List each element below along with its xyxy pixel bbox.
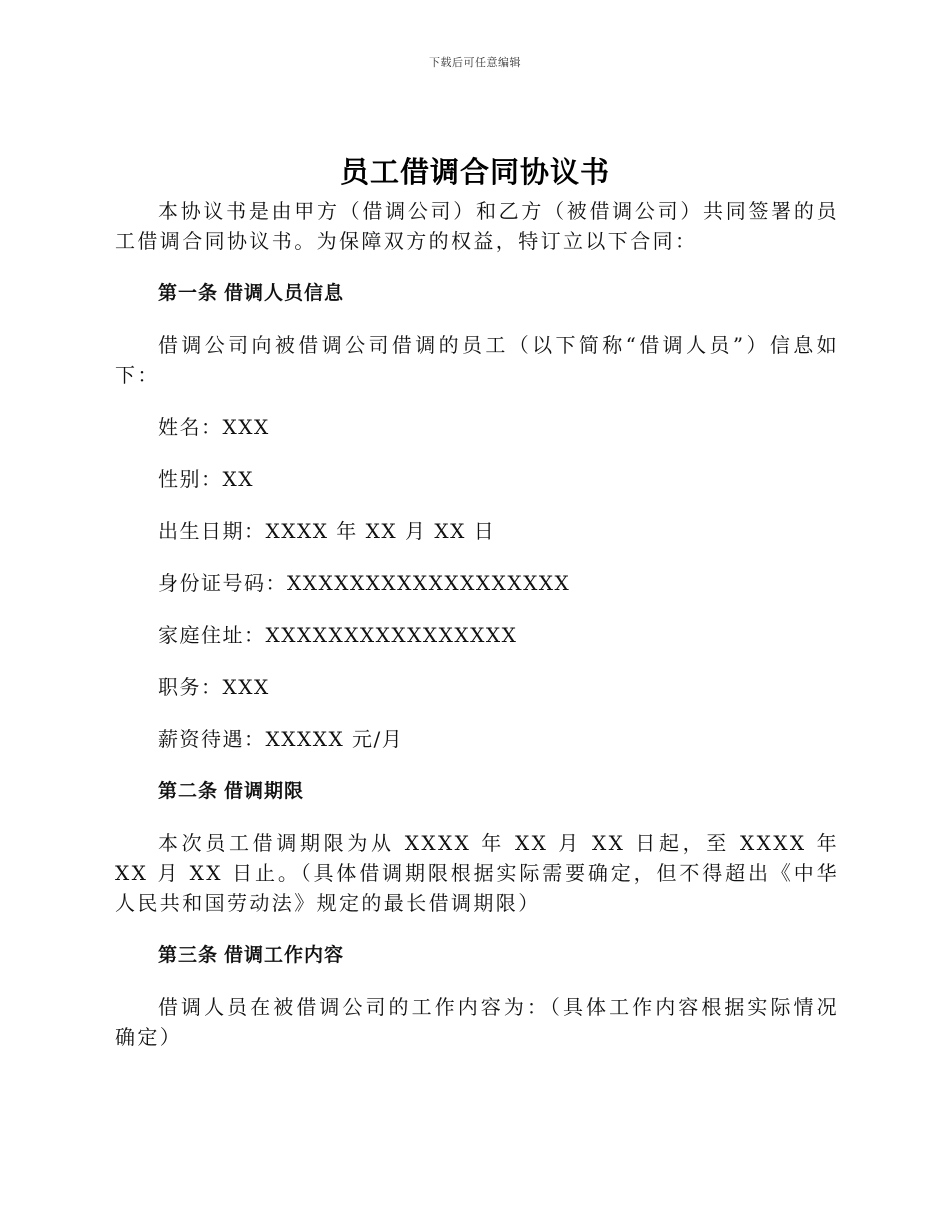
- page-header: 下载后可任意编辑: [429, 56, 521, 69]
- section-1-heading: [115, 278, 839, 308]
- section-2-paragraph: 本次员工借调期限为从 XXXX 年 XX 月 XX 日起，至 XXXX 年 XX 月 XX 日止。（具体借调期限根据实际需要确定，但不得超出《中华人民共和国劳动法》规定的最长借调期限）: [115, 831, 839, 915]
- document-body: [115, 196, 839, 1052]
- section-1-title: 借调人员信息: [224, 282, 345, 304]
- section-2-heading: [115, 776, 839, 806]
- field-id-number: 身份证号码：XXXXXXXXXXXXXXXXXX: [158, 571, 571, 595]
- field-name: 姓名：XXX: [158, 415, 270, 439]
- field-position: 职务：XXX: [158, 675, 270, 699]
- section-3-paragraph: 借调人员在被借调公司的工作内容为：（具体工作内容根据实际情况确定）: [115, 995, 839, 1049]
- field-salary: 薪资待遇：XXXXX 元/月: [158, 727, 404, 751]
- document-title: 员工借调合同协议书: [339, 155, 610, 189]
- field-birth-date: 出生日期：XXXX 年 XX 月 XX 日: [158, 519, 496, 543]
- section-2-title: 借调期限: [224, 780, 305, 802]
- intro-paragraph: 本协议书是由甲方（借调公司）和乙方（被借调公司）共同签署的员工借调合同协议书。为保障双方的权益，特订立以下合同：: [115, 199, 839, 253]
- field-gender: 性别：XX: [158, 467, 254, 491]
- section-2-number: 第二条: [158, 780, 219, 802]
- section-1-number: 第一条: [158, 282, 219, 304]
- section-3-title: 借调工作内容: [224, 944, 345, 966]
- section-3-heading: [115, 940, 839, 970]
- section-1-paragraph: 借调公司向被借调公司借调的员工（以下简称“借调人员”）信息如下：: [115, 333, 839, 387]
- section-3-number: 第三条: [158, 944, 219, 966]
- field-address: 家庭住址：XXXXXXXXXXXXXXXX: [158, 623, 518, 647]
